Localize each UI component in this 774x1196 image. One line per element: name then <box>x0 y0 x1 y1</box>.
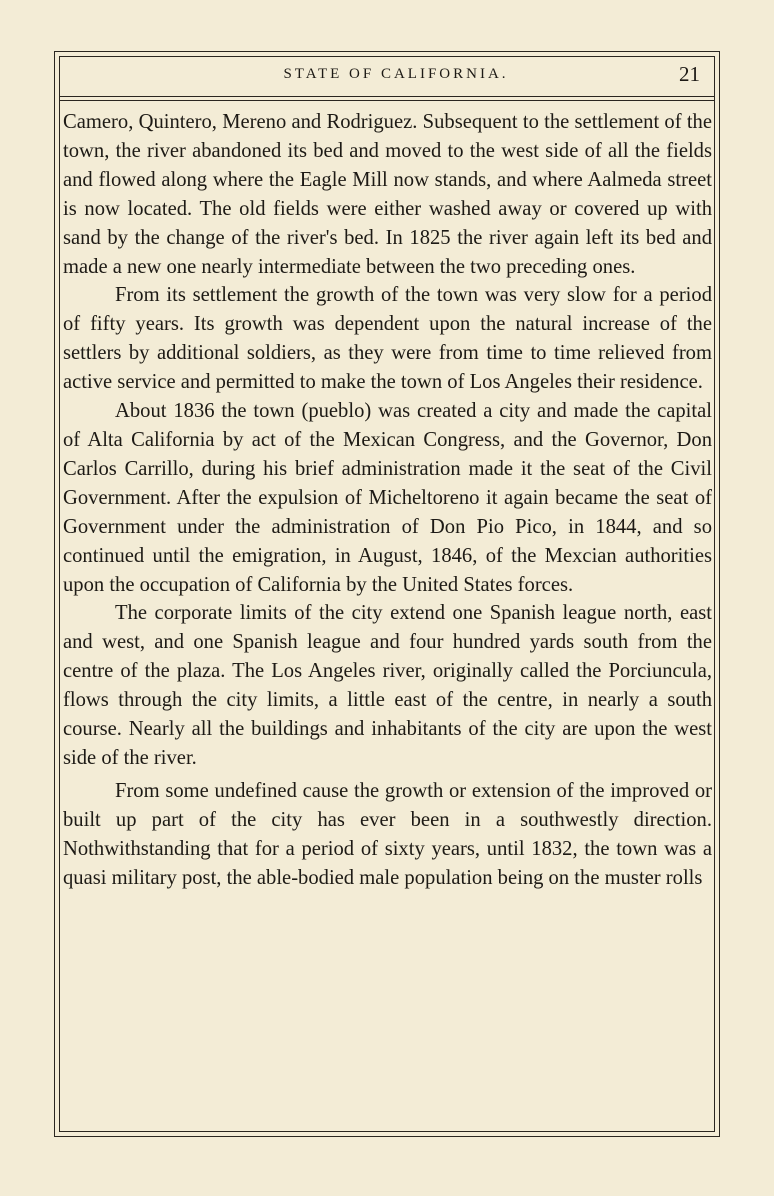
paragraph-growth: From its settlement the growth of the town was very slow for a period of fifty years. Its growth was dependent upon the natural increase of the settlers by additional soldiers, as they were from time to time relieved from active service and permitted to make the town of Los Angeles their residence. <box>63 284 712 394</box>
paragraph-direction: From some undefined cause the growth or extension of the improved or built up part of the city has ever been in a southwestly direction. Nothwithstanding that for a period of sixty years, until 1832, the town was a quasi military post, the able-bodied male population being on the muster rolls <box>63 779 712 889</box>
page-header <box>62 62 712 92</box>
paragraph-continued: Camero, Quintero, Mereno and Rodriguez. Subsequent to the settlement of the town, the river abandoned its bed and moved to the west side of all the fields and flowed along where the Eagle Mill now stands, and where Aalmeda street is now located. The old fields were either washed away or covered up with sand by the change of the river's bed. In 1825 the river again left its bed and made a new one nearly intermediate between the two preceding ones. <box>63 111 712 278</box>
paragraph-limits: The corporate limits of the city extend one Spanish league north, east and west, and one Spanish league and four hundred yards south from the centre of the plaza. The Los Angeles river, originally called the Porciuncula, flows through the city limits, a little east of the centre, in nearly a south course. Nearly all the buildings and inhabitants of the city are upon the west side of the river. <box>63 602 712 769</box>
paragraph-capital: About 1836 the town (pueblo) was created a city and made the capital of Alta California by act of the Mexican Congress, and the Governor, Don Carlos Carrillo, during his brief administration made it the seat of the Civil Government. After the expulsion of Micheltoreno it again became the seat of Government under the administration of Don Pio Pico, in 1844, and so continued until the emigration, in August, 1846, of the Mexcian authorities upon the occupation of California by the United States forces. <box>63 400 712 596</box>
header-rule <box>59 96 715 97</box>
running-head: STATE OF CALIFORNIA. <box>283 66 509 82</box>
body-text <box>63 108 712 892</box>
page-number: 21 <box>679 62 700 86</box>
header-rule-double <box>59 100 715 101</box>
